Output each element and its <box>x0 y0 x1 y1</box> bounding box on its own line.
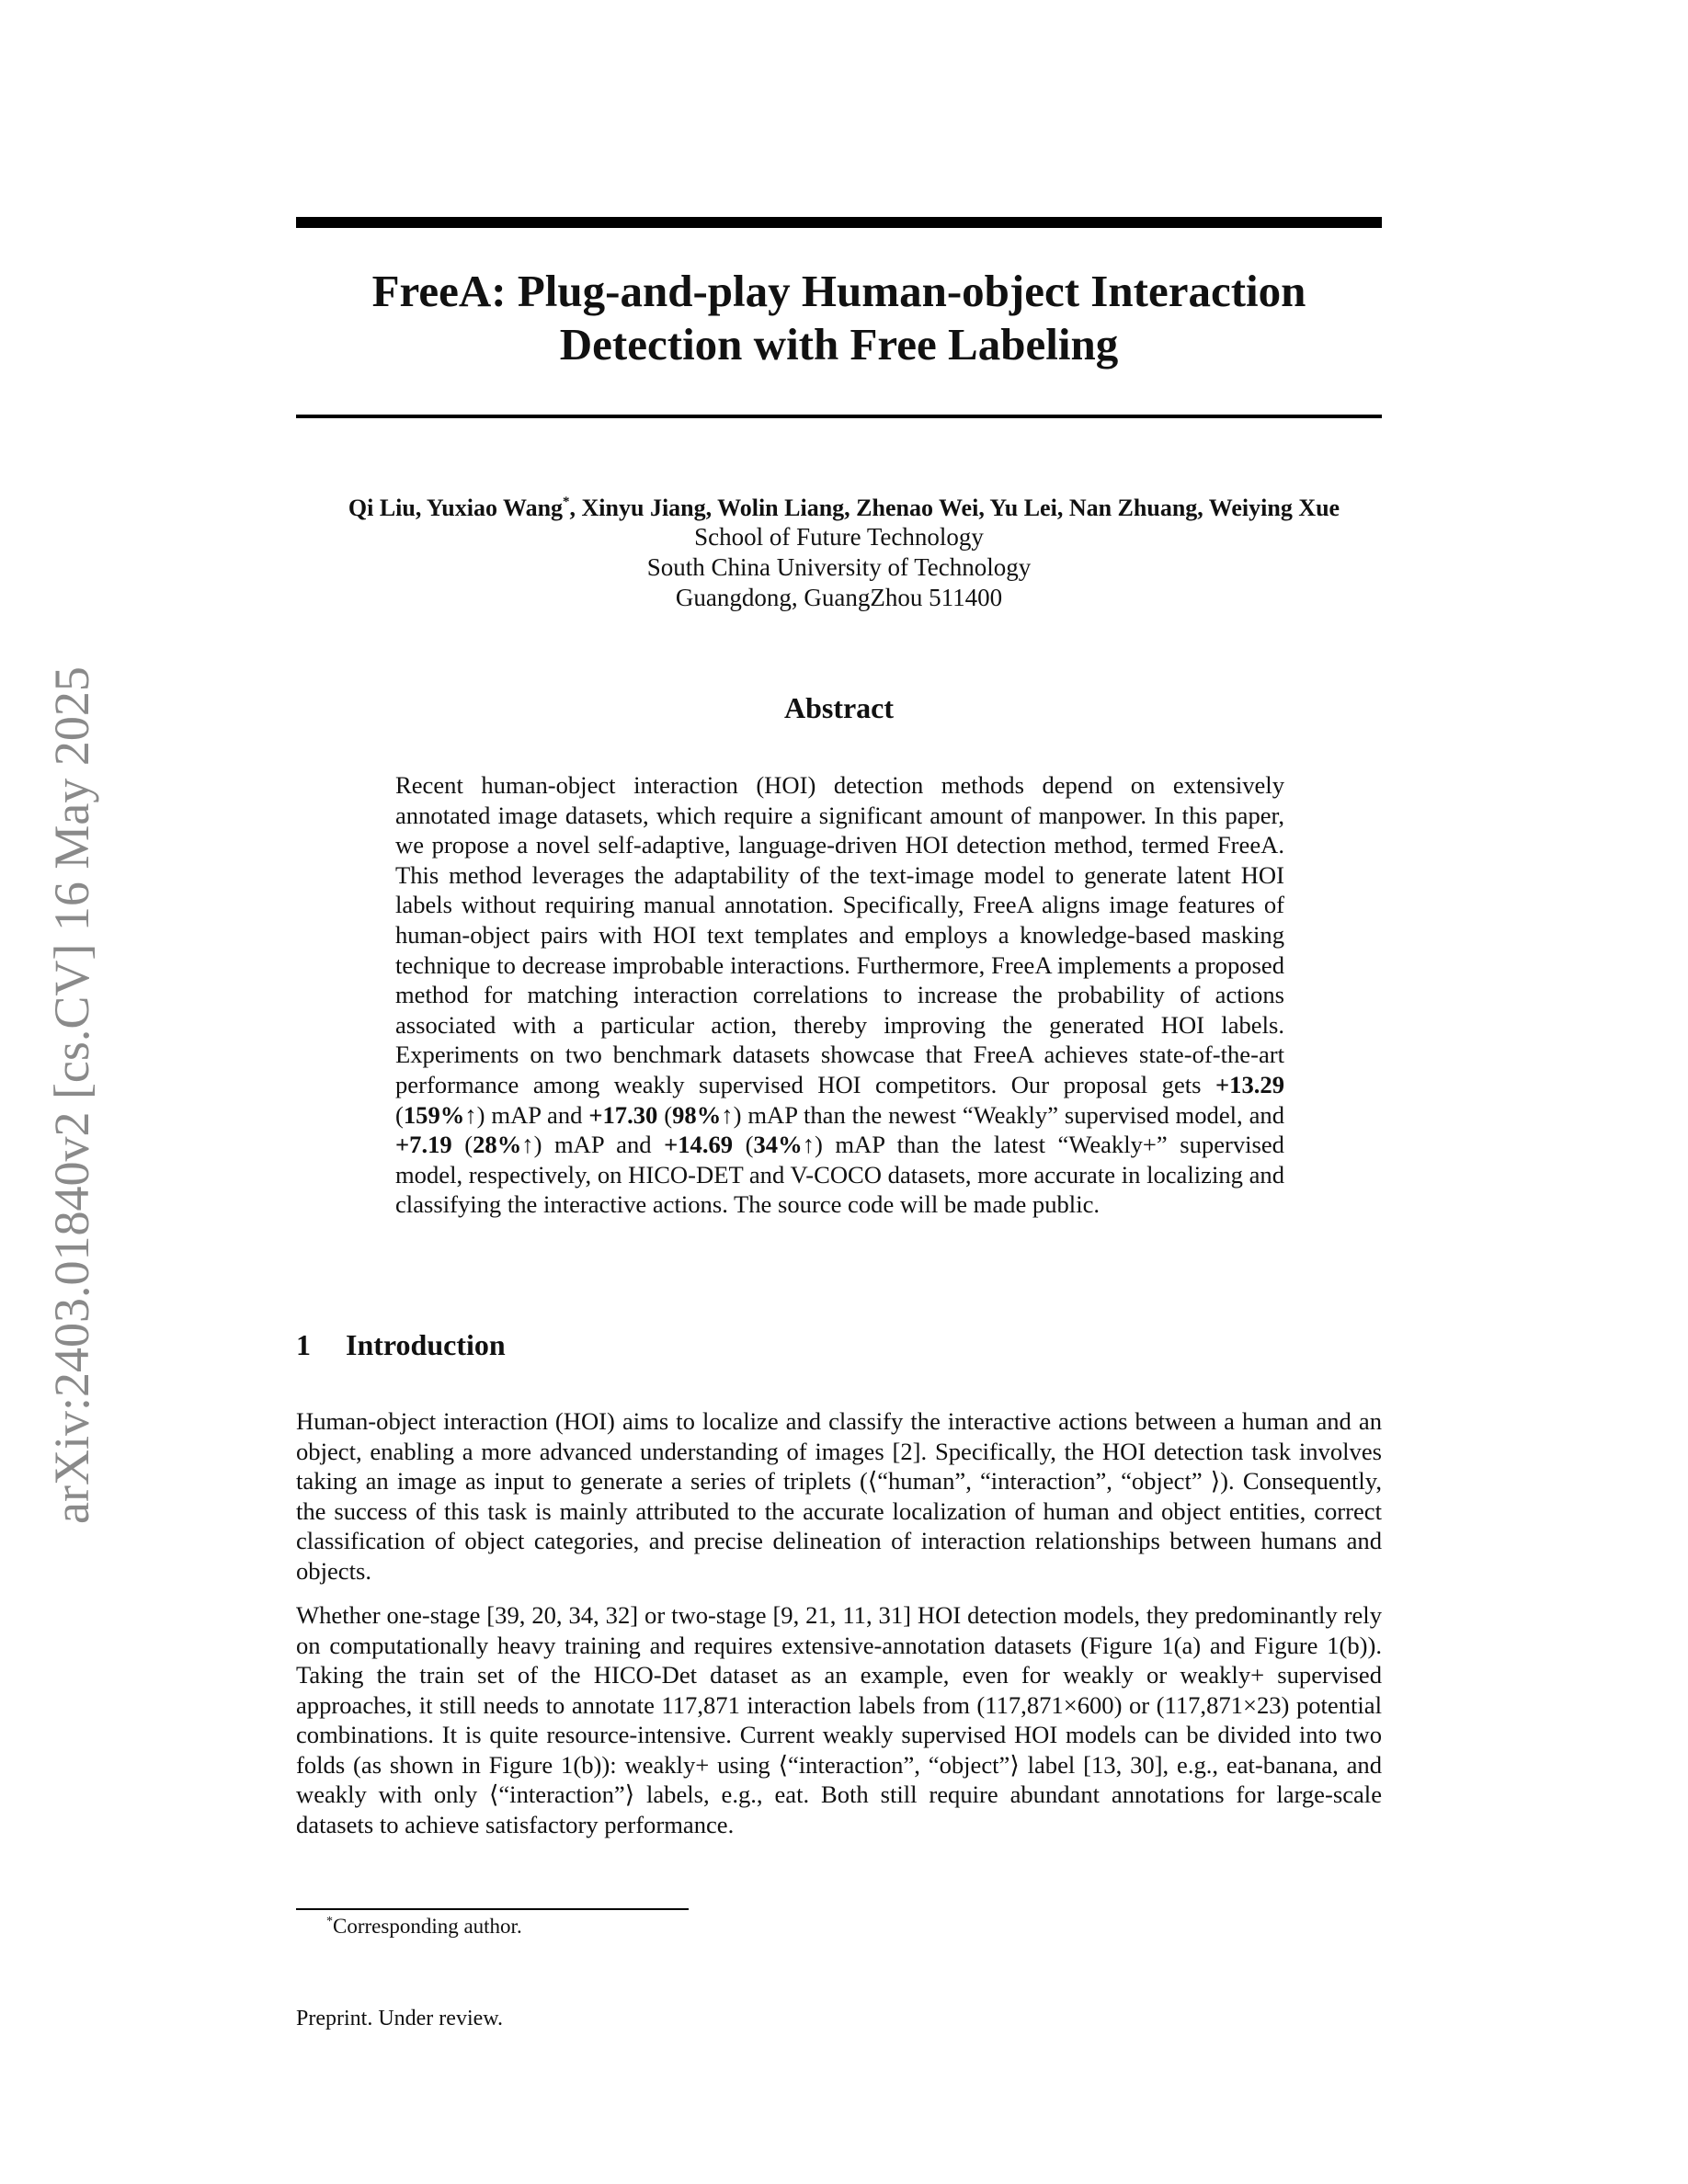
abstract-text-1: Recent human-object interaction (HOI) detection methods depend on extensively annotated image datasets, which require a significant amount of manpower. In this paper, we propose a novel self-adaptive, language-driven HOI detection method, termed FreeA. This method leverages the adaptability of the text-image model to generate latent HOI labels without requiring manual annotation. Specifically, FreeA aligns image features of human-object pairs with HOI text templates and employs a knowledge-based masking technique to decrease improbable interactions. Furthermore, FreeA implements a proposed method for matching interaction correlations to increase the probability of actions associated with a particular action, thereby improving the generated HOI labels. Experiments on two benchmark datasets showcase that FreeA achieves state-of-the-art performance among weakly supervised HOI competitors. Our proposal gets <box>395 771 1284 1098</box>
abstract-text-5: ) mAP than the newest “Weakly” supervised model, and <box>733 1100 1284 1129</box>
abstract-text-3: ) mAP and <box>476 1100 589 1129</box>
preprint-note: Preprint. Under review. <box>296 2007 504 2030</box>
paper-title <box>296 265 1382 371</box>
corresponding-author-mark: * <box>563 495 570 509</box>
affiliation-line-3: Guangdong, GuangZhou 511400 <box>675 584 1003 611</box>
footnote-text: Corresponding author. <box>333 1915 522 1938</box>
abstract-percent-3: 28%↑ <box>473 1131 534 1159</box>
affiliation <box>296 522 1382 613</box>
footnote-mark: * <box>326 1915 333 1928</box>
abstract-percent-4: 34%↑ <box>753 1131 815 1159</box>
abstract-value-4: +14.69 <box>664 1131 734 1159</box>
section-title: Introduction <box>346 1328 506 1361</box>
footnote-rule <box>296 1908 689 1910</box>
affiliation-line-2: South China University of Technology <box>646 553 1032 581</box>
author-list <box>276 492 1412 525</box>
intro-paragraph-1: Human-object interaction (HOI) aims to localize and classify the interactive actions between a human and an object, enabling a more advanced understanding of images [2]. Specifically, the HOI detection task involves taking an image as input to generate a series of triplets (⟨“human”, “interaction”, “object” ⟩). Consequently, the success of this task is mainly attributed to the accurate localization of human and object entities, correct classification of object categories, and precise delineation of interaction relationships between humans and objects. <box>296 1407 1382 1585</box>
abstract-heading: Abstract <box>783 691 895 724</box>
abstract-value-3: +7.19 <box>395 1131 452 1159</box>
arxiv-identifier-stamp: arXiv:2403.01840v2 [cs.CV] 16 May 2025 <box>44 666 99 1524</box>
title-rule-bottom <box>296 415 1382 418</box>
intro-paragraph-2: Whether one-stage [39, 20, 34, 32] or two-stage [9, 21, 11, 31] HOI detection models, they predominantly rely on computationally heavy training and requires extensive-annotation datasets (Figure 1(a) and Figure 1(b)). Taking the train set of the HICO-Det dataset as an example, even for weakly or weakly+ supervised approaches, it still needs to annotate 117,871 interaction labels from (117,871×600) or (117,871×23) potential combinations. It is quite resource-intensive. Current weakly supervised HOI models can be divided into two folds (as shown in Figure 1(b)): weakly+ using ⟨“interaction”, “object”⟩ label [13, 30], e.g., eat-banana, and weakly with only ⟨“interaction”⟩ labels, e.g., eat. Both still require abundant annotations for large-scale datasets to achieve satisfactory performance. <box>296 1601 1382 1838</box>
title-line-1: FreeA: Plug-and-play Human-object Interaction <box>371 266 1306 316</box>
section-heading-introduction <box>296 1326 506 1363</box>
abstract-text-4: ( <box>657 1100 673 1129</box>
footnote <box>326 1913 522 1940</box>
section-number: 1 <box>296 1328 311 1361</box>
authors-part-2: , Xinyu Jiang, Wolin Liang, Zhenao Wei, Yu Lei, Nan Zhuang, Weiying Xue <box>569 495 1340 521</box>
title-line-2: Detection with Free Labeling <box>559 319 1119 370</box>
abstract-percent-2: 98%↑ <box>672 1100 734 1129</box>
abstract-text-9: ) mAP than the latest “Weakly+” supervised model, respectively, on HICO-DET and V-COCO datasets, more accurate in localizing and classifying the interactive actions. The source code will be made public. <box>395 1131 1284 1219</box>
abstract-value-1: +13.29 <box>1215 1070 1284 1098</box>
authors-part-1: Qi Liu, Yuxiao Wang <box>348 495 564 521</box>
abstract-text-7: ) mAP and <box>533 1131 665 1159</box>
affiliation-line-1: School of Future Technology <box>694 523 984 551</box>
abstract-text-8: ( <box>733 1131 754 1159</box>
title-rule-top <box>296 217 1382 228</box>
abstract-body <box>395 770 1284 1220</box>
abstract-text-2: ( <box>395 1100 404 1129</box>
abstract-text-6: ( <box>451 1131 473 1159</box>
abstract-value-2: +17.30 <box>588 1100 658 1129</box>
abstract-percent-1: 159%↑ <box>403 1100 477 1129</box>
